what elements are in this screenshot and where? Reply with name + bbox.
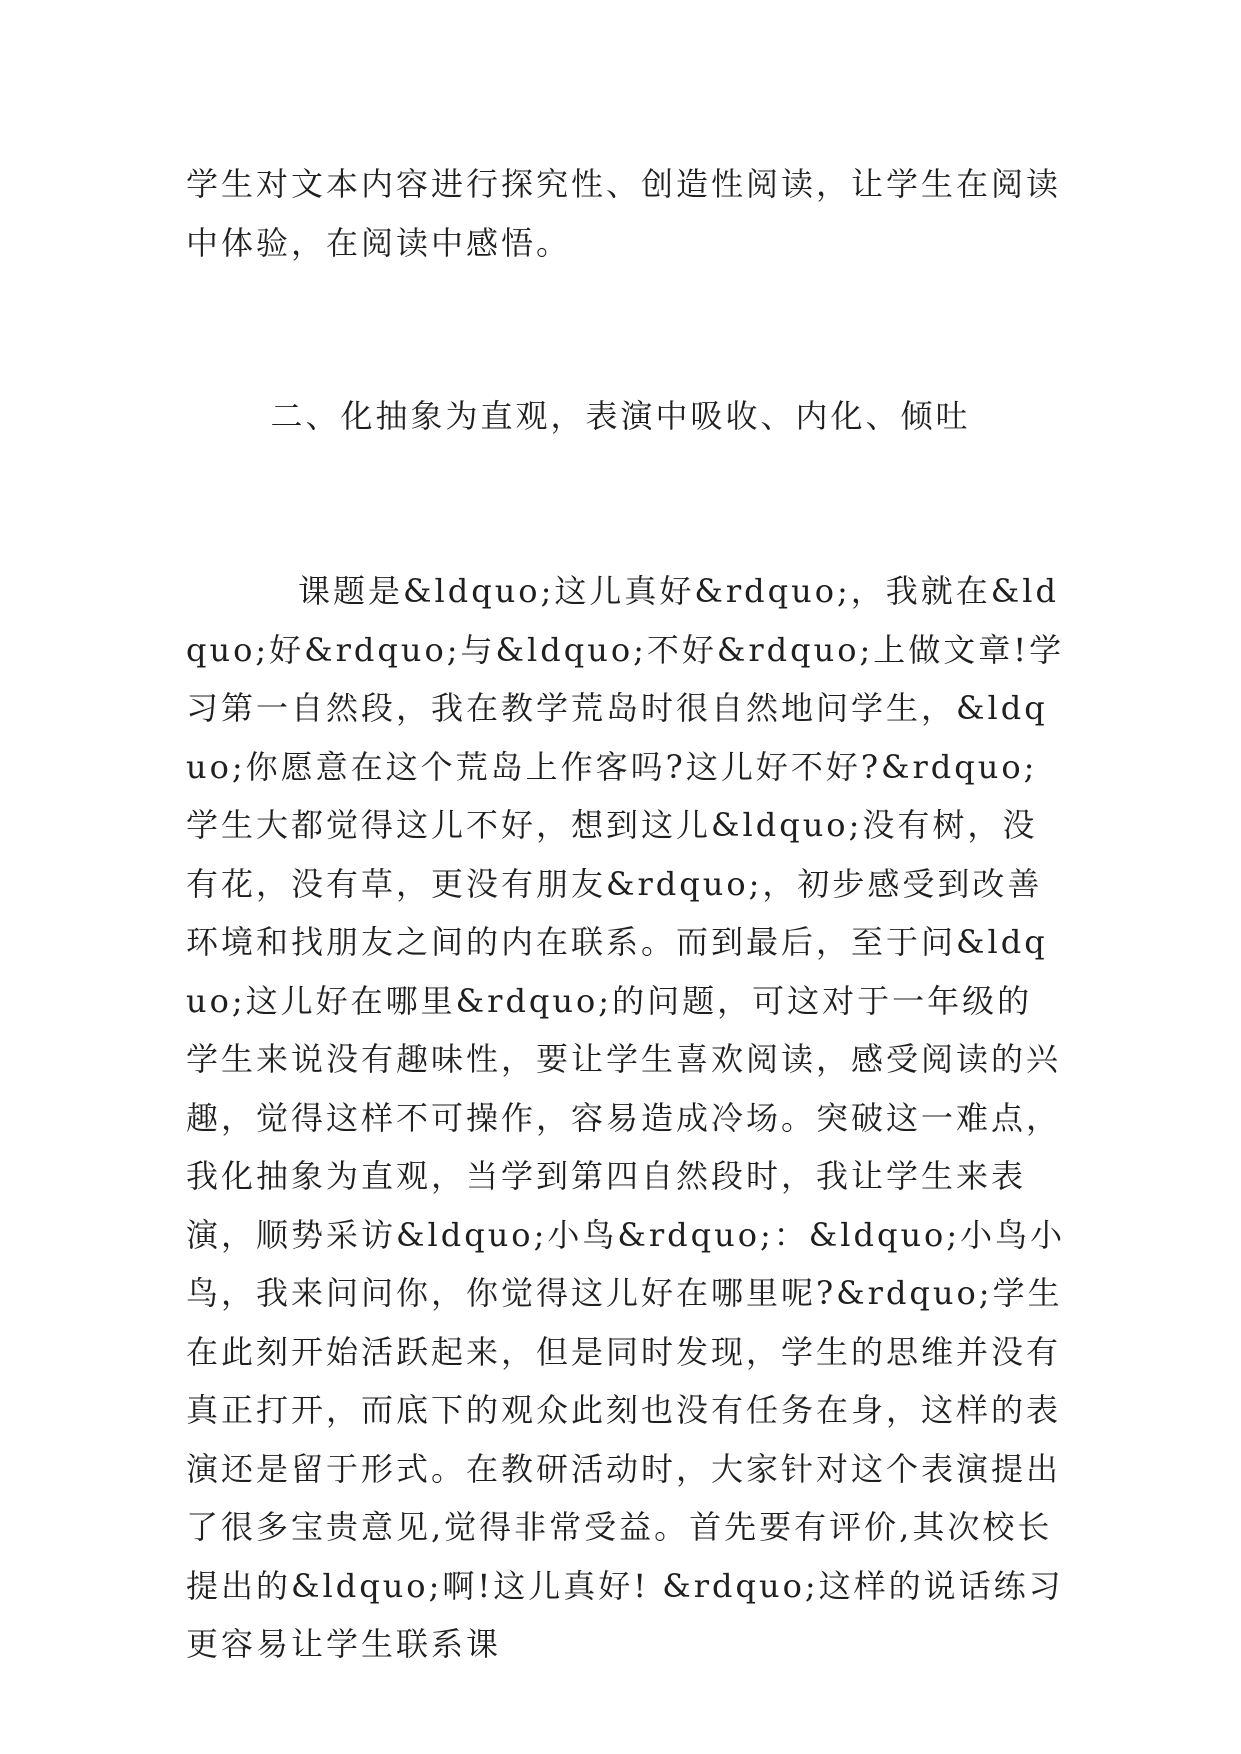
- body-paragraph-1: 学生对文本内容进行探究性、创造性阅读，让学生在阅读中体验，在阅读中感悟。: [186, 165, 1062, 262]
- section-heading: 二、化抽象为直观，表演中吸收、内化、倾吐: [270, 397, 971, 435]
- body-paragraph-2: 课题是&ldquo;这儿真好&rdquo;，我就在&ldquo;好&rdquo;与&ldquo;不好&rdquo;上做文章!学习第一自然段，我在教学荒岛时很自然地问学生，&ldquo;你愿意在这个荒岛上作客吗?这儿好不好?&rdquo;学生大都觉得这儿不好，想到这儿&ldquo;没有树，没有花，没有草，更没有朋友&rdquo;，初步感受到改善环境和找朋友之间的内在联系。而到最后，至于问&ldquo;这儿好在哪里&rdquo;的问题，可这对于一年级的学生来说没有趣味性，要让学生喜欢阅读，感受阅读的兴趣，觉得这样不可操作，容易造成冷场。突破这一难点，我化抽象为直观，当学到第四自然段时，我让学生来表演，顺势采访&ldquo;小鸟&rdquo;：&ldquo;小鸟小鸟，我来问问你，你觉得这儿好在哪里呢?&rdquo;学生在此刻开始活跃起来，但是同时发现，学生的思维并没有真正打开，而底下的观众此刻也没有任务在身，这样的表演还是留于形式。在教研活动时，大家针对这个表演提出了很多宝贵意见,觉得非常受益。首先要有评价,其次校长提出的&ldquo;啊!这儿真好! &rdquo;这样的说话练习更容易让学生联系课: [186, 572, 1066, 1663]
